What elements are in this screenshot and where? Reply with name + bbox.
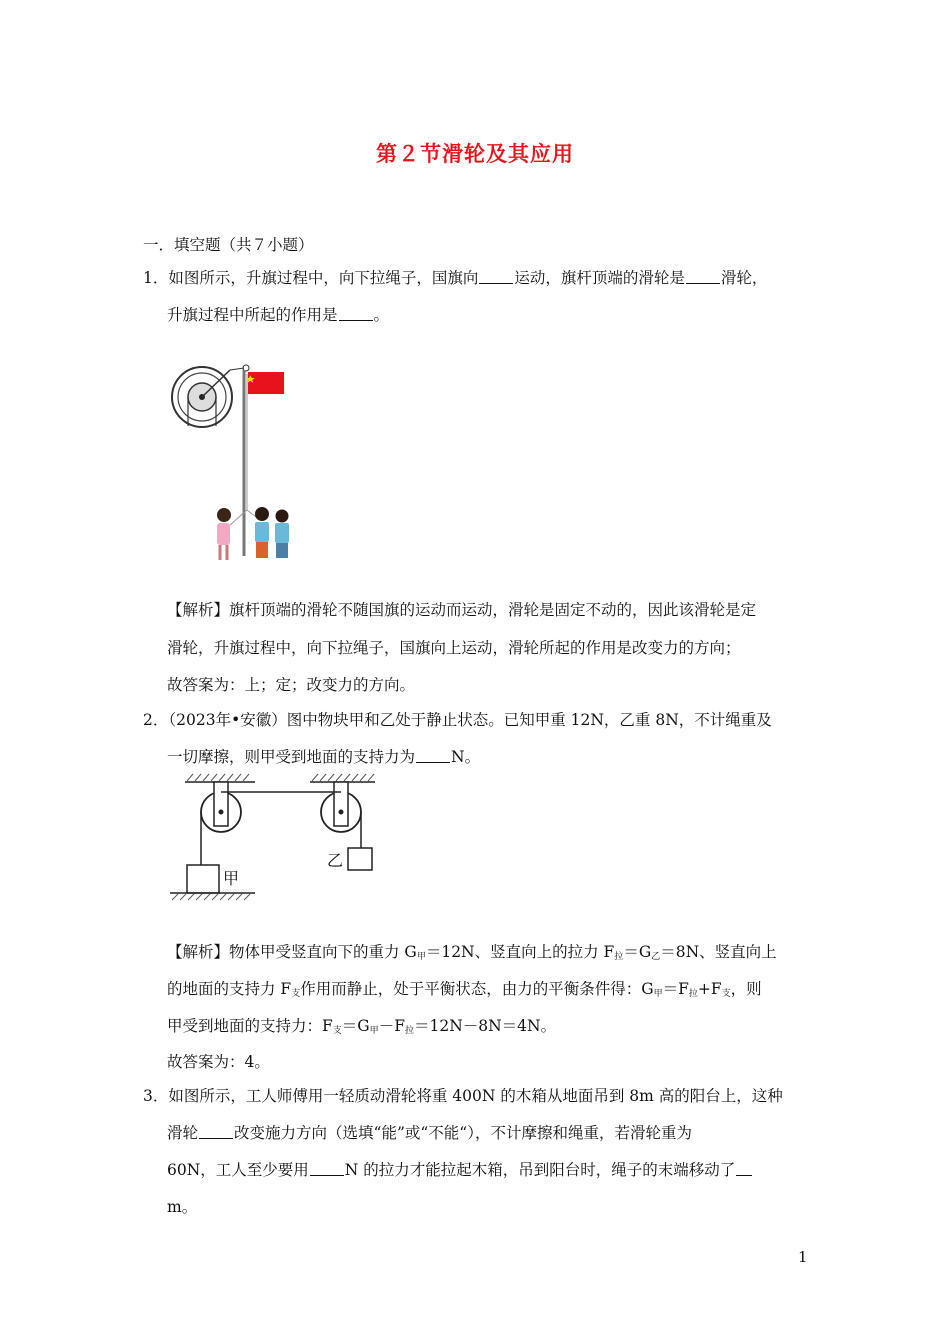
- q3-line3: 60N，工人至少要用 N 的拉力才能拉起木箱，吊到阳台时，绳子的末端移动了: [167, 1158, 753, 1180]
- answer-blank: [339, 306, 373, 321]
- q3-line4: m。: [167, 1198, 198, 1216]
- answer-blank: [736, 1161, 752, 1176]
- q2-answer: 故答案为：4。: [167, 1053, 270, 1071]
- label-jia: 甲: [223, 869, 240, 888]
- student-figure-1: [255, 507, 269, 558]
- q2-analysis: 【解析】物体甲受竖直向下的重力 $G_甲=12N$、竖直向上的拉力 $F_拉=G_乙=8N$、竖直向上: [167, 943, 777, 962]
- answer-blank: [479, 269, 513, 284]
- page-number: 1: [798, 1248, 808, 1266]
- q3-line1: 3．如图所示，工人师傅用一轻质动滑轮将重 400N 的木箱从地面吊到 8m 高的阳台上，这种: [143, 1087, 783, 1105]
- flagpole-figure: [160, 360, 300, 570]
- girl-figure: [217, 508, 231, 560]
- q2-number: 2．: [143, 711, 169, 729]
- q2-line1: 2．（2023年•安徽）图中物块甲和乙处于静止状态。已知甲重 12N，乙重 8N，不计绳重及: [143, 711, 772, 729]
- q3-number: 3．: [143, 1087, 169, 1105]
- q2-analysis: 甲受到地面的支持力：$F_支=G_甲-F_拉=12N-8N=4N$。: [167, 1017, 557, 1036]
- answer-blank: [310, 1161, 344, 1176]
- q1-line2: 升旗过程中所起的作用是 。: [167, 306, 390, 324]
- answer-blank: [199, 1124, 233, 1139]
- q1-number: 1．: [143, 269, 169, 287]
- q1-answer: 故答案为：上；定；改变力的方向。: [167, 676, 416, 694]
- q1-analysis: 滑轮，升旗过程中，向下拉绳子，国旗向上运动，滑轮所起的作用是改变力的方向；: [167, 639, 741, 657]
- q2-line2: 一切摩擦，则甲受到地面的支持力为 N。: [167, 748, 481, 766]
- q1-line1: 1．如图所示，升旗过程中，向下拉绳子，国旗向 运动，旗杆顶端的滑轮是 滑轮，: [143, 269, 768, 287]
- answer-blank: [416, 748, 450, 763]
- section-heading: 一．填空题（共７小题）: [143, 236, 314, 254]
- q1-analysis: 【解析】旗杆顶端的滑轮不随国旗的运动而运动，滑轮是固定不动的，因此该滑轮是定: [167, 601, 757, 619]
- answer-blank: [686, 269, 720, 284]
- student-figure-2: [275, 510, 289, 559]
- label-yi: 乙: [327, 851, 344, 870]
- block-jia: [187, 865, 219, 893]
- page-title: 第２节滑轮及其应用: [376, 142, 574, 166]
- q2-analysis: 的地面的支持力 $F_支$作用而静止，处于平衡状态，由力的平衡条件得：$G_甲=F_拉+F_支$，则: [167, 980, 762, 999]
- pulley-figure: [165, 770, 385, 905]
- q3-line2: 滑轮 改变施力方向（选填“能”或“不能“），不计摩擦和绳重，若滑轮重为: [167, 1124, 692, 1142]
- block-yi: [348, 848, 372, 870]
